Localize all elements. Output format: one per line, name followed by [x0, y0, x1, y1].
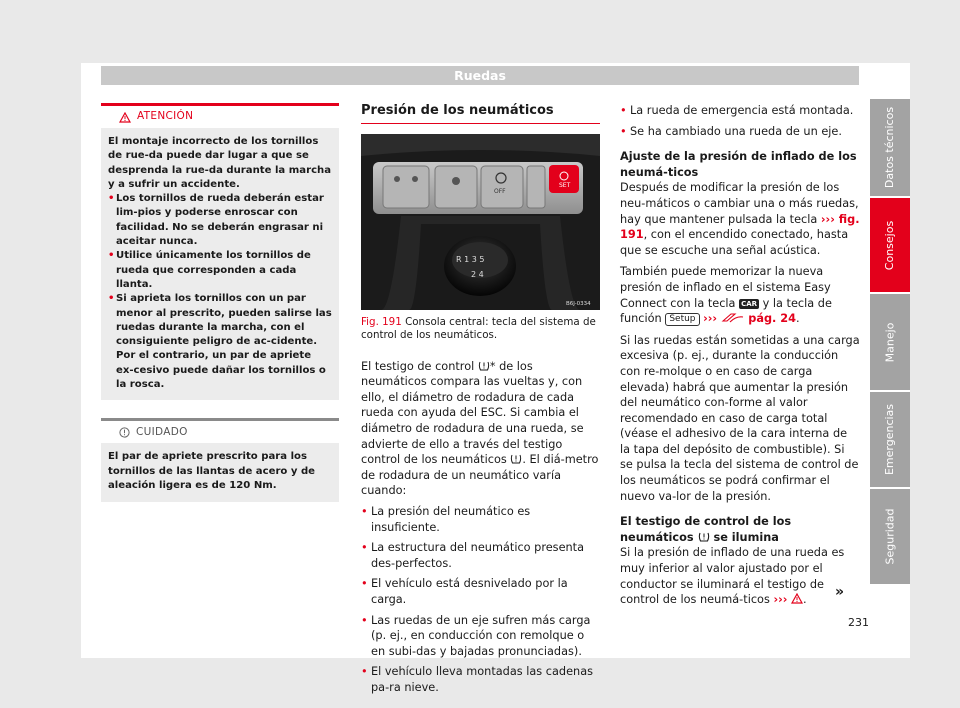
- tab-label: Emergencias: [883, 403, 897, 476]
- tire-pressure-icon: [510, 453, 522, 464]
- warning-triangle-icon: [119, 112, 131, 123]
- warning-bullet: • Utilice únicamente los tornillos de rueda que corresponden a cada llanta.: [108, 249, 332, 292]
- column-middle: [361, 103, 600, 695]
- tab-datos-tecnicos[interactable]: [870, 99, 910, 196]
- warning-box: [101, 103, 339, 400]
- column-left: [101, 103, 339, 502]
- console-photo: [361, 134, 600, 310]
- list-item: • La rueda de emergencia está montada.: [620, 103, 860, 119]
- tab-consejos[interactable]: [870, 198, 910, 292]
- tab-label: Seguridad: [883, 508, 897, 565]
- caution-body: El par de apriete prescrito para los tornillos de las llantas de acero y de aleación ligera es de 120 Nm.: [108, 451, 316, 491]
- setup-key: Setup: [665, 313, 699, 326]
- text-run: y la tecla de función: [620, 296, 832, 326]
- text-run: El testigo de control: [361, 359, 475, 373]
- warning-intro: El montaje incorrecto de los tornillos de rue-da puede dar lugar a que se desprenda la rue-da durante la marcha y a sufrir un accidente.: [108, 136, 332, 190]
- text-run: .: [803, 593, 807, 607]
- console-illustration: [361, 134, 600, 310]
- paragraph-load: Si las ruedas están sometidas a una carga excesiva (p. ej., durante la conducción con re-molque o en caso de carga elevada) habrá que aumentar la presión del neumático con-forme al valor recomendado en caso de carga total (véase el adhesivo de la cara interna de la tapa del depósito de combustible). Si se pulsa la tecla del sistema de control de los neumáticos se podrá confirmar el nuevo va-lor de la presión.: [620, 333, 860, 503]
- subheading-warning-light: [620, 514, 860, 545]
- page-header: Ruedas: [101, 66, 859, 85]
- figure-code: B6J-0334: [566, 300, 591, 307]
- info-circle-icon: [119, 427, 130, 438]
- figure-caption: [361, 316, 600, 343]
- tab-label: Datos técnicos: [883, 106, 897, 189]
- list-item: • El vehículo lleva montadas las cadenas pa-ra nieve.: [361, 664, 600, 695]
- page-number: 231: [848, 616, 869, 629]
- paragraph-adjust: [620, 180, 860, 258]
- warning-box-header: [101, 106, 339, 128]
- book-reference-icon: [721, 312, 745, 323]
- text-run: . El diá-metro de rodadura de un neumático varía cuando:: [361, 453, 599, 498]
- list-item: • Se ha cambiado una rueda de un eje.: [620, 124, 860, 140]
- text-run: * de los neumáticos compara las vueltas y, con ello, el diámetro de rodadura de cada rueda con ayuda del ESC. Si cambia el diámetro de rodadura de una rueda, se advierte de ello a través del testigo control de los neumáticos: [361, 359, 584, 467]
- tire-pressure-icon: [478, 360, 490, 371]
- paragraph-warning-light: [620, 545, 860, 607]
- list-item: • La presión del neumático es insuficiente.: [361, 504, 600, 535]
- section-title: Presión de los neumáticos: [361, 103, 600, 124]
- text-run: Si la presión de inflado de una rueda es muy inferior al valor ajustado por el conductor se iluminará el testigo de control de los neumá-ticos: [620, 546, 845, 607]
- tab-label: Manejo: [883, 322, 897, 362]
- tab-label: Consejos: [883, 220, 897, 270]
- text-run: El testigo de control de los neumáticos: [620, 515, 792, 544]
- page-reference-link[interactable]: pág. 24: [748, 312, 797, 326]
- set-label: SET: [559, 181, 571, 189]
- caution-box: [101, 418, 339, 502]
- warning-bullet: • Los tornillos de rueda deberán estar lim-pios y poderse enroscar con facilidad. No se deberán engrasar ni aceitar nunca.: [108, 192, 332, 249]
- tab-seguridad[interactable]: [870, 489, 910, 584]
- text-run: Después de modificar la presión de los neu-máticos o cambiar una o más ruedas, hay que mantener pulsada la tecla: [620, 181, 859, 226]
- car-key-icon: CAR: [741, 299, 758, 308]
- off-label: OFF: [494, 187, 506, 195]
- figure-caption-text: Consola central: tecla del sistema de control de los neumáticos.: [361, 315, 596, 342]
- warning-reference-arrows[interactable]: ›››: [773, 593, 788, 607]
- column-right: [620, 103, 860, 608]
- caution-label: CUIDADO: [136, 425, 188, 438]
- list-item: • El vehículo está desnivelado por la carga.: [361, 576, 600, 607]
- text-run: se ilumina: [713, 530, 779, 544]
- list-item: • La estructura del neumático presenta des-perfectos.: [361, 540, 600, 571]
- gear-pattern-bottom: 2 4: [471, 269, 484, 279]
- page-reference-arrows[interactable]: ›››: [703, 312, 718, 326]
- warning-triangle-icon: [791, 593, 803, 604]
- warning-label: ATENCIÓN: [137, 110, 194, 123]
- figure-reference-link[interactable]: ››› fig. 191: [620, 212, 860, 242]
- warning-body: [101, 128, 339, 400]
- tab-manejo[interactable]: [870, 294, 910, 390]
- paragraph-intro: [361, 359, 600, 499]
- caution-box-header: [101, 421, 339, 443]
- paragraph-easy-connect: [620, 264, 860, 326]
- list-item: • Las ruedas de un eje sufren más carga (p. ej., en conducción con remolque o en subi-das y bajadas pronunciadas).: [361, 613, 600, 660]
- warning-bullet: • Si aprieta los tornillos con un par menor al prescrito, pueden salirse las ruedas durante la marcha, con el consiguiente peligro de ac-cidente. Por el contrario, un par de apriete ex-cesivo puede dañar los tornillos o la rosca.: [108, 292, 332, 392]
- subheading-adjust: Ajuste de la presión de inflado de los neumá-ticos: [620, 150, 857, 179]
- continue-marker: »: [835, 584, 845, 600]
- text-run: , con el encendido conectado, hasta que se escuche una señal acústica.: [620, 228, 849, 257]
- tire-pressure-icon: [698, 531, 710, 542]
- figure-number: Fig. 191: [361, 315, 402, 328]
- gear-pattern-top: R 1 3 5: [456, 254, 485, 264]
- tab-emergencias[interactable]: [870, 392, 910, 487]
- text-run: También puede memorizar la nueva presión de inflado en el sistema Easy Connect con la tecla: [620, 265, 831, 310]
- text-run: .: [796, 312, 800, 326]
